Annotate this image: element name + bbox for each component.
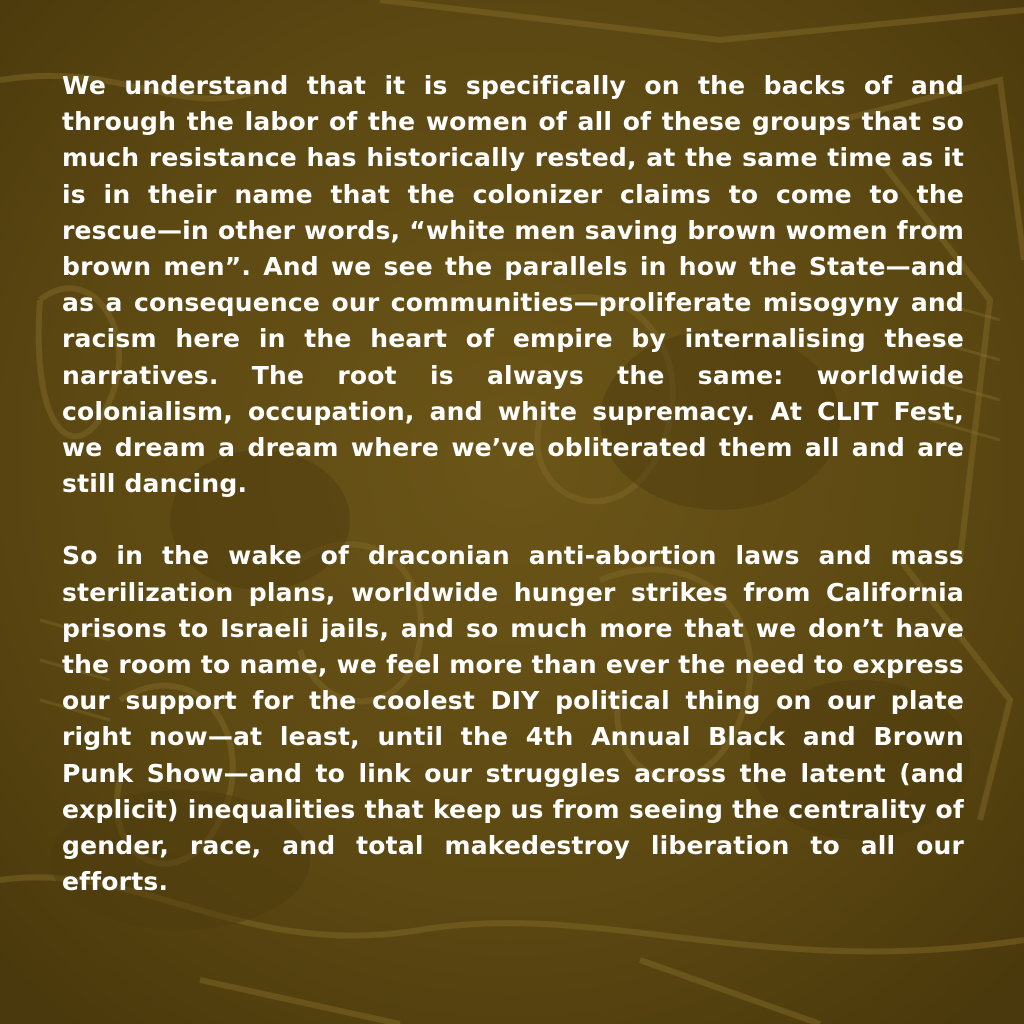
paragraph-2: So in the wake of draconian anti-abortion laws and mass sterilization plans, worldwide hunger strikes from California prisons to Israeli jails, and so much more that we don’t have the room to name, we feel more than ever the need to express our support for the coolest DIY political thing on our plate right now—at least, until the 4th Annual Black and Brown Punk Show—and to link our struggles across the latent (and explicit) inequalities that keep us from seeing the centrality of gender, race, and total makedestroy liberation to all our efforts. bbox=[62, 541, 964, 897]
text-body bbox=[62, 68, 964, 900]
paragraph-1: We understand that it is specifically on the backs of and through the labor of the women of all of these groups that so much resistance has historically rested, at the same time as it is in their name that the colonizer claims to come to the rescue—in other words, “white men saving brown women from brown men”. And we see the parallels in how the State—and as a consequence our communities—proliferate misogyny and racism here in the heart of empire by internalising these narratives. The root is always the same: worldwide colonialism, occupation, and white supremacy. At CLIT Fest, we dream a dream where we’ve obliterated them all and are still dancing. bbox=[62, 71, 964, 499]
